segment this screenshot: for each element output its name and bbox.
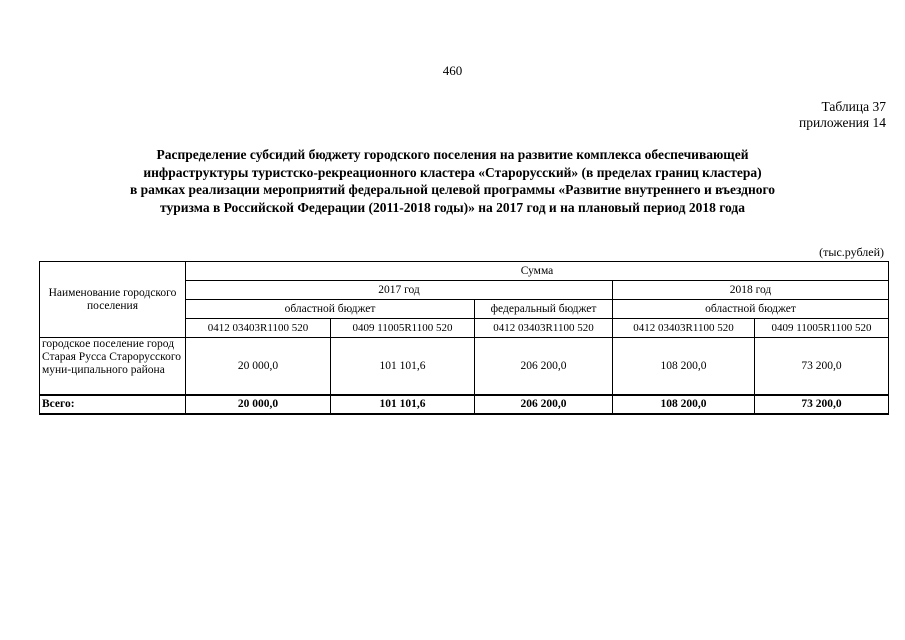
subsidy-table xyxy=(39,261,889,415)
budget-code: 0412 03403R1100 520 xyxy=(475,319,613,338)
budget-code: 0412 03403R1100 520 xyxy=(186,319,331,338)
settlement-name: городское поселение город Старая Русса Старорусского муни-ципального района xyxy=(40,338,186,396)
page-number: 460 xyxy=(442,63,463,78)
total-amount: 20 000,0 xyxy=(186,395,331,414)
document-title xyxy=(60,146,845,216)
budget-code: 0412 03403R1100 520 xyxy=(613,319,755,338)
amount-cell: 206 200,0 xyxy=(475,338,613,396)
appendix-number: приложения 14 xyxy=(798,115,886,130)
year-header-2018: 2018 год xyxy=(613,281,889,300)
amount-cell: 108 200,0 xyxy=(613,338,755,396)
sum-header: Сумма xyxy=(186,262,889,281)
table-row xyxy=(40,338,889,396)
total-row xyxy=(40,395,889,414)
amount-cell: 101 101,6 xyxy=(331,338,475,396)
budget-code: 0409 11005R1100 520 xyxy=(755,319,889,338)
units-label: (тыс.рублей) xyxy=(819,245,884,259)
total-amount: 206 200,0 xyxy=(475,395,613,414)
amount-cell: 20 000,0 xyxy=(186,338,331,396)
total-amount: 101 101,6 xyxy=(331,395,475,414)
title-line: туризма в Российской Федерации (2011-2018 годы)» на 2017 год и на плановый период 2018 года xyxy=(160,199,745,215)
budget-code: 0409 11005R1100 520 xyxy=(331,319,475,338)
year-header-2017: 2017 год xyxy=(186,281,613,300)
col-header-settlement: Наименование городского поселения xyxy=(40,262,186,338)
budget-header-regional-2017: областной бюджет xyxy=(186,300,475,319)
amount-cell: 73 200,0 xyxy=(755,338,889,396)
budget-header-federal-2017: федеральный бюджет xyxy=(475,300,613,319)
table-number: Таблица 37 xyxy=(821,99,886,114)
table-reference xyxy=(799,99,886,131)
total-amount: 73 200,0 xyxy=(755,395,889,414)
total-label: Всего: xyxy=(40,395,186,414)
budget-header-regional-2018: областной бюджет xyxy=(613,300,889,319)
total-amount: 108 200,0 xyxy=(613,395,755,414)
title-line: в рамках реализации мероприятий федеральной целевой программы «Развитие внутреннего и въездного xyxy=(129,182,776,197)
title-line: Распределение субсидий бюджету городского поселения на развитие комплекса обеспечивающей xyxy=(156,147,749,162)
title-line: инфраструктуры туристско-рекреационного кластера «Старорусский» (в пределах границ кластера) xyxy=(143,164,762,180)
